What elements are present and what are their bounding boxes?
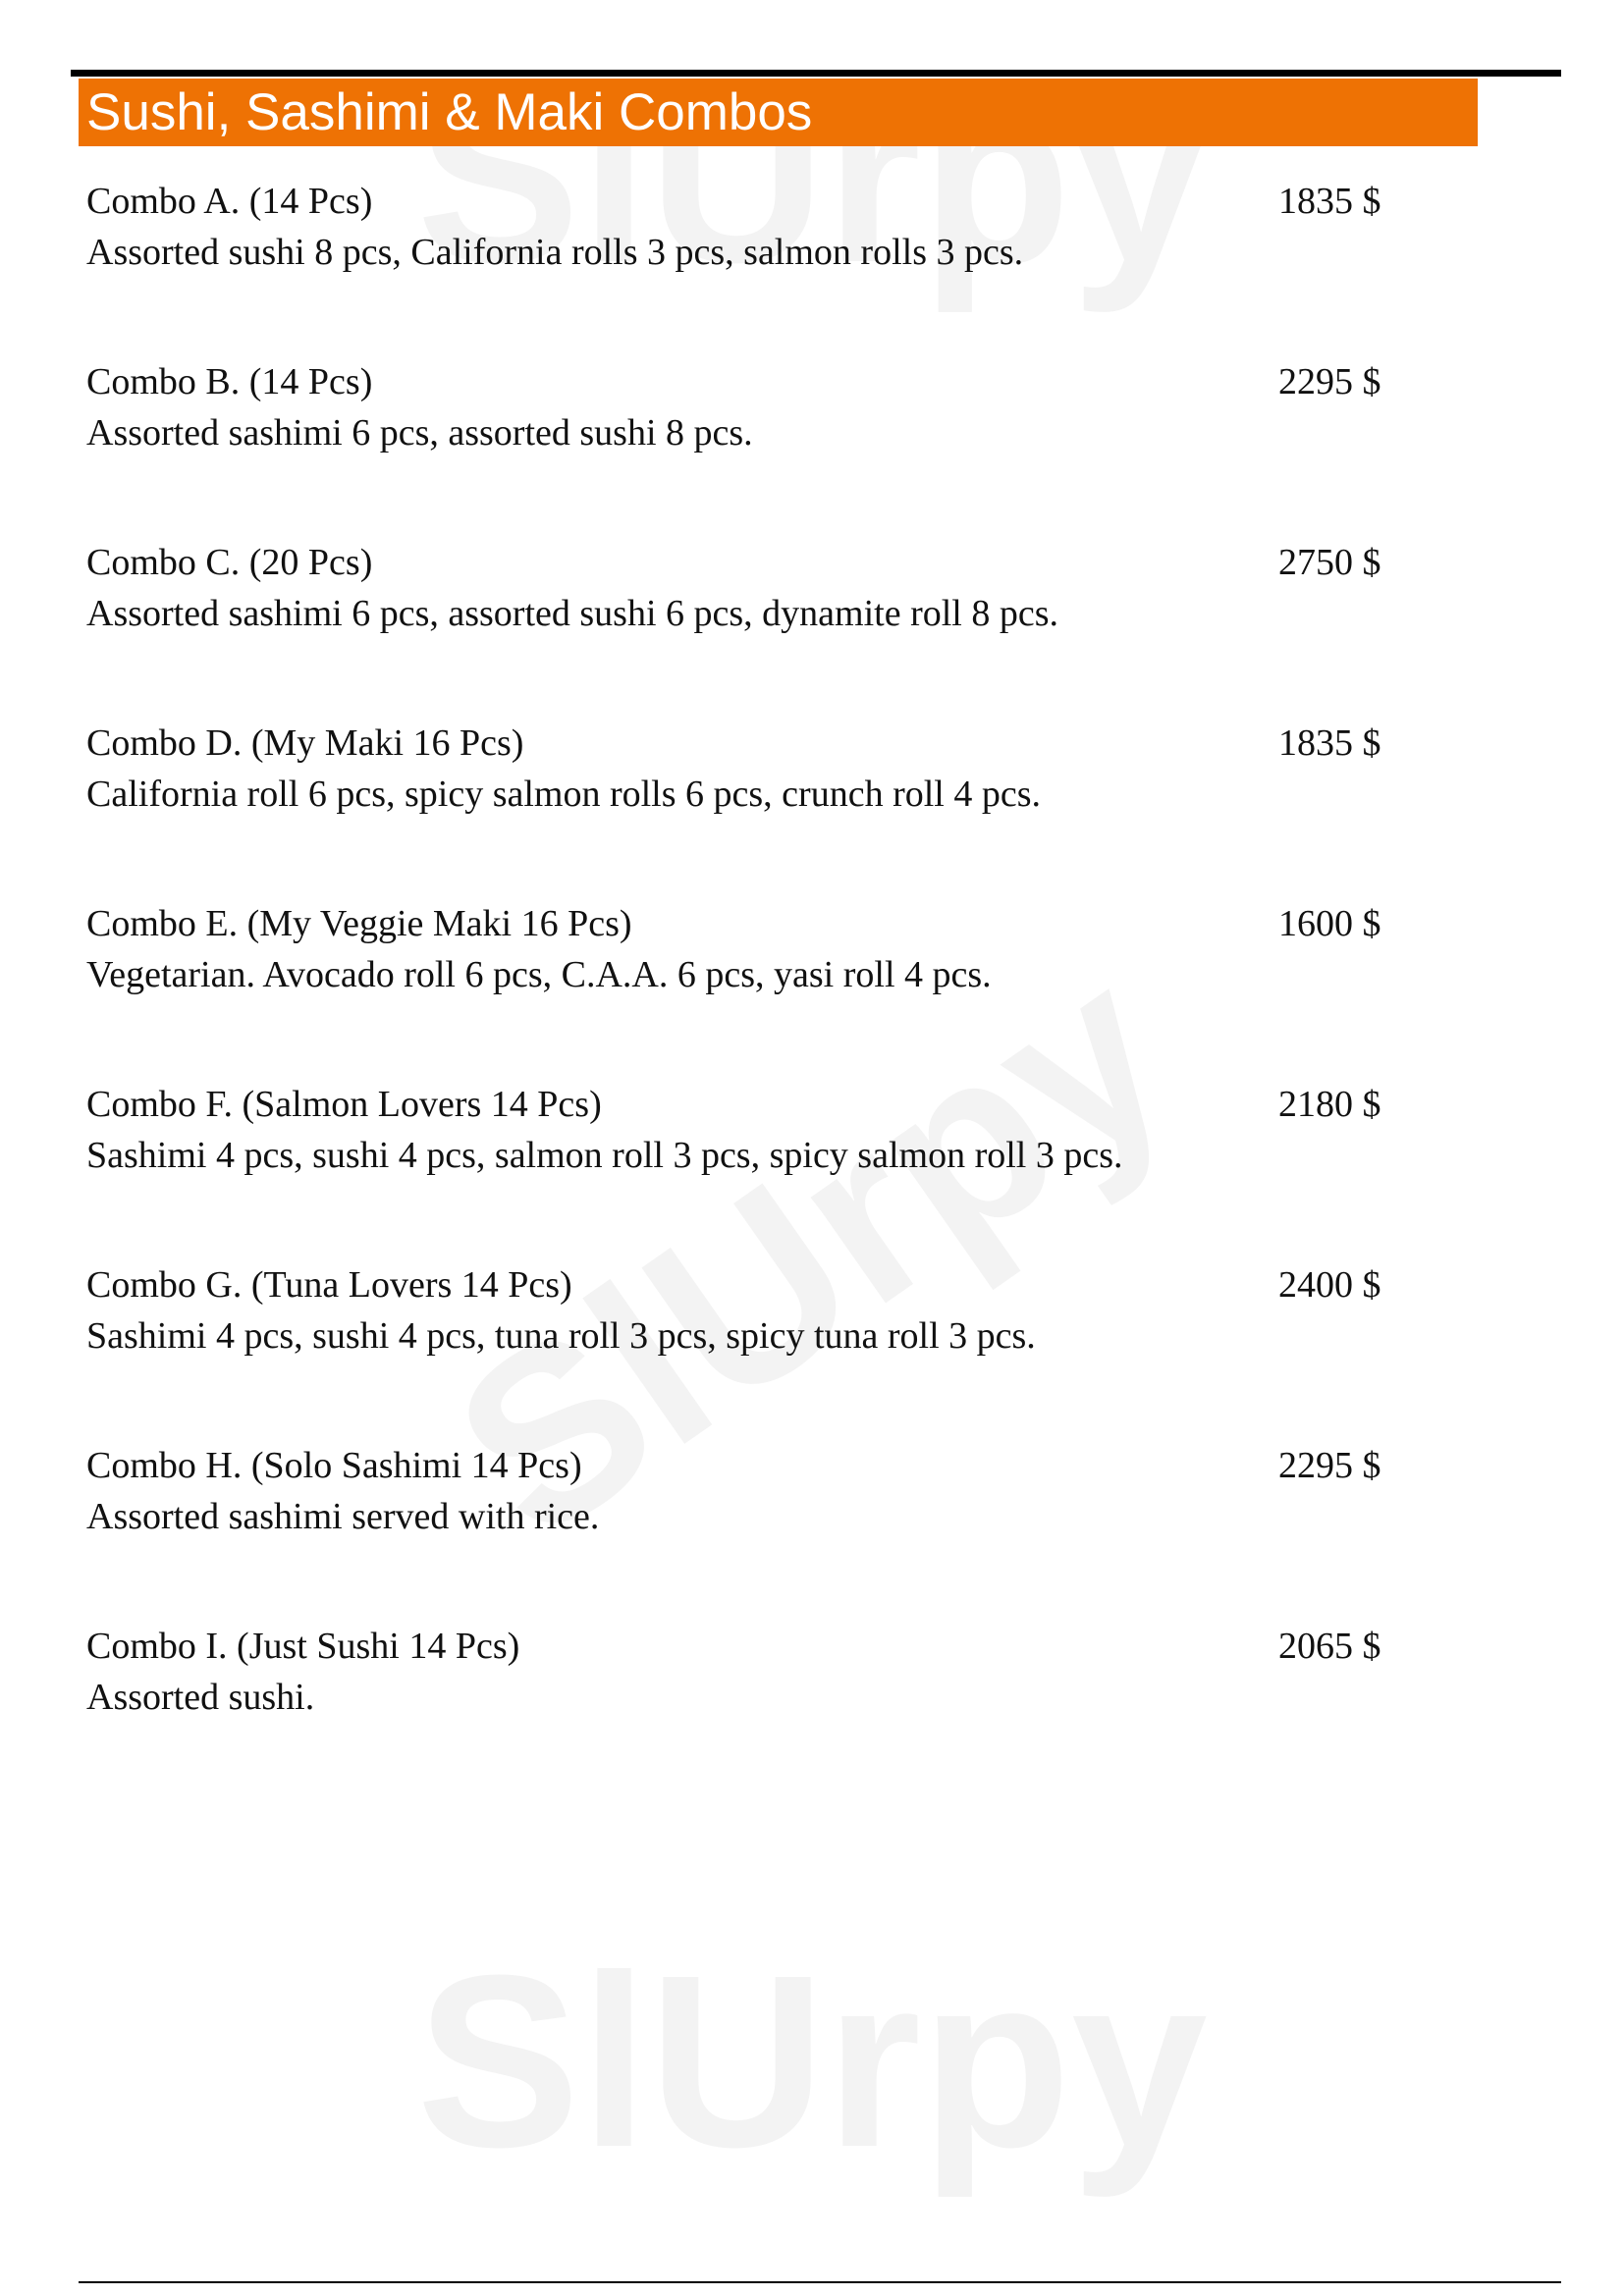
menu-item-combo-h [86,1440,1402,1621]
menu-item-combo-a [86,176,1402,356]
menu-item-combo-f [86,1079,1402,1259]
item-description: California roll 6 pcs, spicy salmon rolls 6 pcs, crunch roll 4 pcs. [86,774,1041,815]
item-name: Combo G. (Tuna Lovers 14 Pcs) [86,1264,572,1306]
watermark-logo [0,1939,1624,2184]
item-description: Assorted sashimi 6 pcs, assorted sushi 6 pcs, dynamite roll 8 pcs. [86,593,1059,634]
item-name: Combo D. (My Maki 16 Pcs) [86,722,524,764]
item-description: Assorted sushi 8 pcs, California rolls 3 pcs, salmon rolls 3 pcs. [86,232,1024,273]
menu-list [86,176,1402,1801]
item-price: 2295 $ [1278,1445,1381,1486]
menu-item-combo-e [86,898,1402,1079]
top-divider [71,70,1561,77]
item-price: 2065 $ [1278,1626,1381,1667]
section-header [79,79,1478,146]
menu-item-combo-b [86,356,1402,537]
item-price: 2180 $ [1278,1084,1381,1125]
menu-item-combo-c [86,537,1402,718]
item-name: Combo H. (Solo Sashimi 14 Pcs) [86,1445,582,1486]
item-description: Vegetarian. Avocado roll 6 pcs, C.A.A. 6 pcs, yasi roll 4 pcs. [86,954,992,995]
item-name: Combo B. (14 Pcs) [86,361,373,402]
item-description: Sashimi 4 pcs, sushi 4 pcs, salmon roll 3 pcs, spicy salmon roll 3 pcs. [86,1135,1123,1176]
menu-item-combo-d [86,718,1402,898]
menu-item-combo-i [86,1621,1402,1801]
item-price: 1835 $ [1278,722,1381,764]
item-description: Assorted sushi. [86,1677,315,1718]
item-price: 2750 $ [1278,542,1381,583]
item-price: 1835 $ [1278,181,1381,222]
item-name: Combo I. (Just Sushi 14 Pcs) [86,1626,520,1667]
item-price: 1600 $ [1278,903,1381,944]
item-price: 2400 $ [1278,1264,1381,1306]
item-description: Assorted sashimi served with rice. [86,1496,600,1537]
bottom-divider [79,2281,1561,2283]
item-name: Combo A. (14 Pcs) [86,181,373,222]
item-name: Combo F. (Salmon Lovers 14 Pcs) [86,1084,602,1125]
item-price: 2295 $ [1278,361,1381,402]
item-description: Assorted sashimi 6 pcs, assorted sushi 8 pcs. [86,412,753,454]
menu-item-combo-g [86,1259,1402,1440]
section-title: Sushi, Sashimi & Maki Combos [86,83,813,141]
item-name: Combo E. (My Veggie Maki 16 Pcs) [86,903,632,944]
item-description: Sashimi 4 pcs, sushi 4 pcs, tuna roll 3 pcs, spicy tuna roll 3 pcs. [86,1315,1036,1357]
item-name: Combo C. (20 Pcs) [86,542,373,583]
